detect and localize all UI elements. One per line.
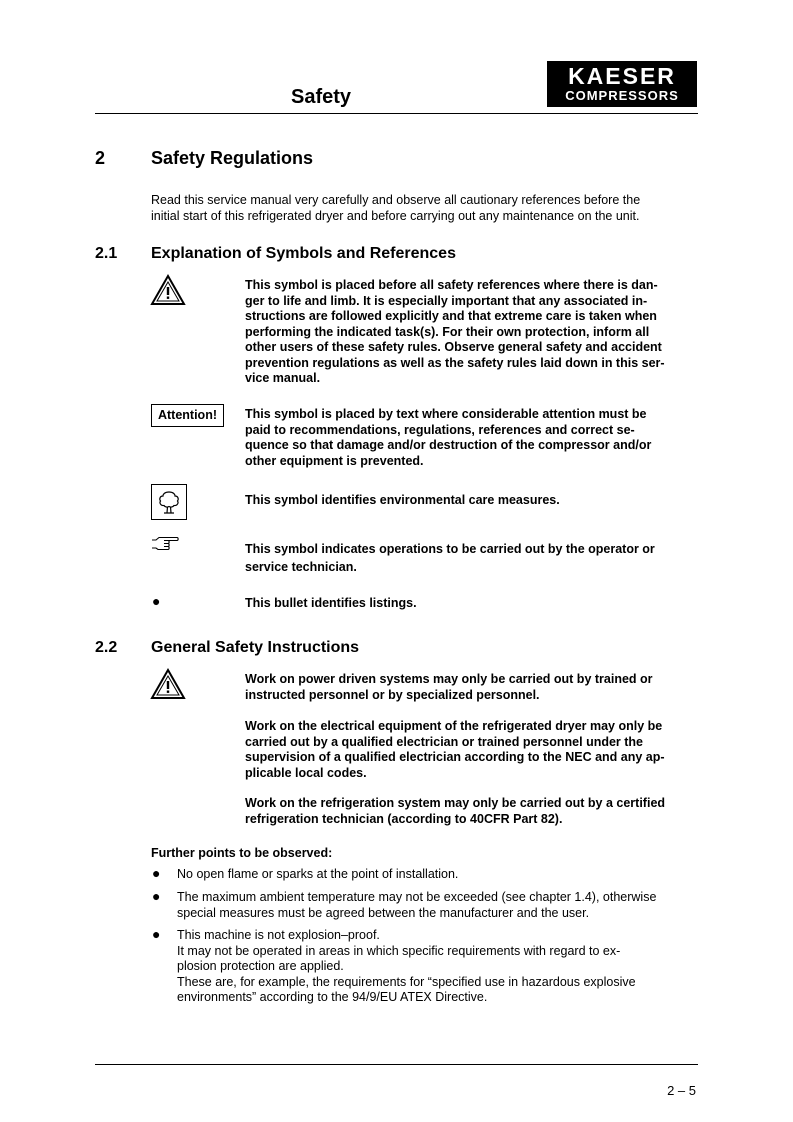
hand-symbol-text bbox=[245, 540, 700, 576]
further-points-heading: Further points to be observed: bbox=[151, 846, 333, 860]
text-line: special measures must be agreed between the manufacturer and the user. bbox=[177, 905, 590, 920]
text-line: This symbol is placed before all safety references where there is dan- bbox=[245, 278, 658, 292]
text-line: This symbol indicates operations to be carried out by the operator or bbox=[245, 542, 655, 556]
text-line: instructed personnel or by specialized personnel. bbox=[245, 687, 540, 702]
subsection-title: Explanation of Symbols and References bbox=[151, 245, 456, 262]
text-line: It may not be operated in areas in which specific requirements with regard to ex- bbox=[177, 943, 621, 958]
text-line: Work on power driven systems may only be carried out by trained or bbox=[245, 672, 653, 686]
list-item bbox=[177, 867, 707, 883]
text-line: refrigeration technician (according to 40CFR Part 82). bbox=[245, 811, 563, 826]
bullet-symbol: ● bbox=[152, 593, 161, 609]
header-rule bbox=[95, 113, 698, 114]
list-bullet: ● bbox=[152, 926, 161, 942]
subsection-number: 2.1 bbox=[95, 245, 118, 262]
text-line: carried out by a qualified electrician or trained personnel under the bbox=[245, 734, 644, 749]
text-line: other users of these safety rules. Observe general safety and accident bbox=[245, 340, 662, 354]
safety-instruction-3 bbox=[245, 796, 700, 827]
text-line: No open flame or sparks at the point of installation. bbox=[177, 867, 459, 881]
section-intro bbox=[151, 193, 711, 224]
safety-instruction-2 bbox=[245, 719, 700, 781]
bullet-symbol-text: This bullet identifies listings. bbox=[245, 596, 417, 610]
text-line: structions are followed explicitly and that extreme care is taken when bbox=[245, 309, 657, 323]
text-line: paid to recommendations, regulations, references and correct se- bbox=[245, 422, 635, 437]
environment-symbol-text: This symbol identifies environmental care measures. bbox=[245, 493, 560, 507]
page-number: 2 – 5 bbox=[667, 1083, 696, 1098]
list-item bbox=[177, 890, 707, 921]
list-item bbox=[177, 928, 707, 1006]
text-line: These are, for example, the requirements for “specified use in hazardous explosive bbox=[177, 974, 636, 989]
section-title: Safety Regulations bbox=[151, 148, 314, 168]
text-line: quence so that damage and/or destruction of the compressor and/or bbox=[245, 438, 652, 452]
kaeser-logo bbox=[547, 61, 697, 107]
logo-line-1: KAESER bbox=[568, 63, 676, 89]
text-line: other equipment is prevented. bbox=[245, 453, 424, 468]
text-line: Work on the refrigeration system may only be carried out by a certified bbox=[245, 796, 666, 810]
warning-triangle-icon bbox=[150, 274, 186, 306]
environment-tree-icon bbox=[151, 484, 187, 520]
danger-symbol-text bbox=[245, 278, 700, 387]
text-line: performing the indicated task(s). For their own protection, inform all bbox=[245, 324, 650, 339]
list-bullet: ● bbox=[152, 888, 161, 904]
text-line: environments” according to the 94/9/EU ATEX Directive. bbox=[177, 990, 488, 1004]
intro-line: initial start of this refrigerated dryer and before carrying out any maintenance on the unit. bbox=[151, 208, 640, 223]
text-line: Work on the electrical equipment of the refrigerated dryer may only be bbox=[245, 719, 663, 733]
warning-triangle-icon bbox=[150, 668, 186, 700]
pointing-hand-icon bbox=[150, 536, 180, 554]
subsection-number: 2.2 bbox=[95, 639, 118, 656]
text-line: This machine is not explosion–proof. bbox=[177, 928, 380, 942]
text-line: supervision of a qualified electrician according to the NEC and any ap- bbox=[245, 750, 665, 764]
text-line: plosion protection are applied. bbox=[177, 959, 344, 973]
text-line: service technician. bbox=[245, 560, 357, 574]
text-line: vice manual. bbox=[245, 371, 321, 385]
text-line: This symbol is placed by text where considerable attention must be bbox=[245, 407, 647, 421]
text-line: ger to life and limb. It is especially important that any associated in- bbox=[245, 293, 648, 308]
logo-line-2: COMPRESSORS bbox=[565, 88, 679, 103]
attention-symbol-text bbox=[245, 407, 700, 469]
text-line: prevention regulations as well as the safety rules laid down in this ser- bbox=[245, 355, 665, 370]
section-number: 2 bbox=[95, 148, 106, 168]
intro-line: Read this service manual very carefully and observe all cautionary references before the bbox=[151, 193, 641, 207]
attention-label-box: Attention! bbox=[151, 404, 224, 427]
subsection-title: General Safety Instructions bbox=[151, 639, 360, 656]
page-header-title: Safety bbox=[291, 86, 352, 108]
list-bullet: ● bbox=[152, 865, 161, 881]
footer-rule bbox=[95, 1064, 698, 1065]
safety-instruction-1 bbox=[245, 672, 700, 703]
text-line: plicable local codes. bbox=[245, 765, 367, 780]
text-line: The maximum ambient temperature may not be exceeded (see chapter 1.4), otherwise bbox=[177, 890, 657, 904]
